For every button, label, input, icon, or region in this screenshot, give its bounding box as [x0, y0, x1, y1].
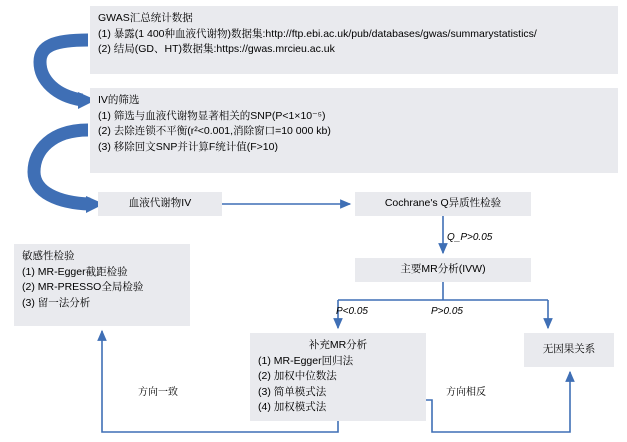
supplementary-item-2: (2) 加权中位数法 [258, 370, 337, 382]
main-mr-label: 主要MR分析(IVW) [400, 263, 486, 276]
gwas-exposure-line: (1) 暴露(1 400种血液代谢物)数据集:http://ftp.ebi.ac.uk/pub/databases/gwas/summarystatistics/ [98, 27, 537, 40]
no-causal-relation-label: 无因果关系 [542, 343, 596, 356]
supplementary-mr-box [250, 333, 426, 421]
supplementary-title: 补充MR分析 [308, 339, 368, 351]
edge-label-p-greater: P>0.05 [431, 306, 463, 317]
gwas-outcome-line: (2) 结局(GD、HT)数据集:https://gwas.mrcieu.ac.uk [98, 43, 335, 55]
main-mr-box [355, 258, 531, 282]
sensitivity-item-1: (1) MR-Egger截距检验 [22, 265, 128, 278]
iv-selection-box [90, 88, 618, 173]
supplementary-item-4: (4) 加权模式法 [258, 401, 327, 413]
iv-step-1: (1) 筛选与血液代谢物显著相关的SNP(P<1×10⁻⁵) [98, 109, 326, 122]
sensitivity-item-2: (2) MR-PRESSO全局检验 [22, 281, 144, 293]
blood-metabolite-iv-box [98, 192, 222, 216]
edge-label-p-less: P<0.05 [336, 306, 368, 317]
supplementary-item-1: (1) MR-Egger回归法 [258, 354, 354, 367]
sensitivity-analysis-box [14, 244, 190, 326]
edge-label-direction-same: 方向一致 [138, 387, 178, 398]
gwas-summary-box [90, 6, 618, 74]
iv-step-3: (3) 移除回文SNP并计算F统计值(F>10) [98, 140, 278, 153]
sensitivity-item-3: (3) 留一法分析 [22, 296, 91, 309]
supplementary-item-3: (3) 简单模式法 [258, 385, 327, 398]
iv-step-2: (2) 去除连锁不平衡(r²<0.001,消除窗口=10 000 kb) [98, 125, 331, 137]
edge-label-direction-opposite: 方向相反 [446, 387, 486, 398]
sensitivity-title: 敏感性检验 [22, 250, 75, 262]
iv-title: IV的筛选 [98, 94, 140, 106]
blood-metabolite-iv-label: 血液代谢物IV [128, 197, 192, 210]
cochrane-q-label: Cochrane's Q异质性检验 [384, 197, 502, 210]
cochrane-q-box [355, 192, 531, 216]
no-causal-relation-box [524, 333, 614, 367]
gwas-title: GWAS汇总统计数据 [98, 12, 193, 24]
edge-label-q-p: Q_P>0.05 [447, 232, 493, 243]
